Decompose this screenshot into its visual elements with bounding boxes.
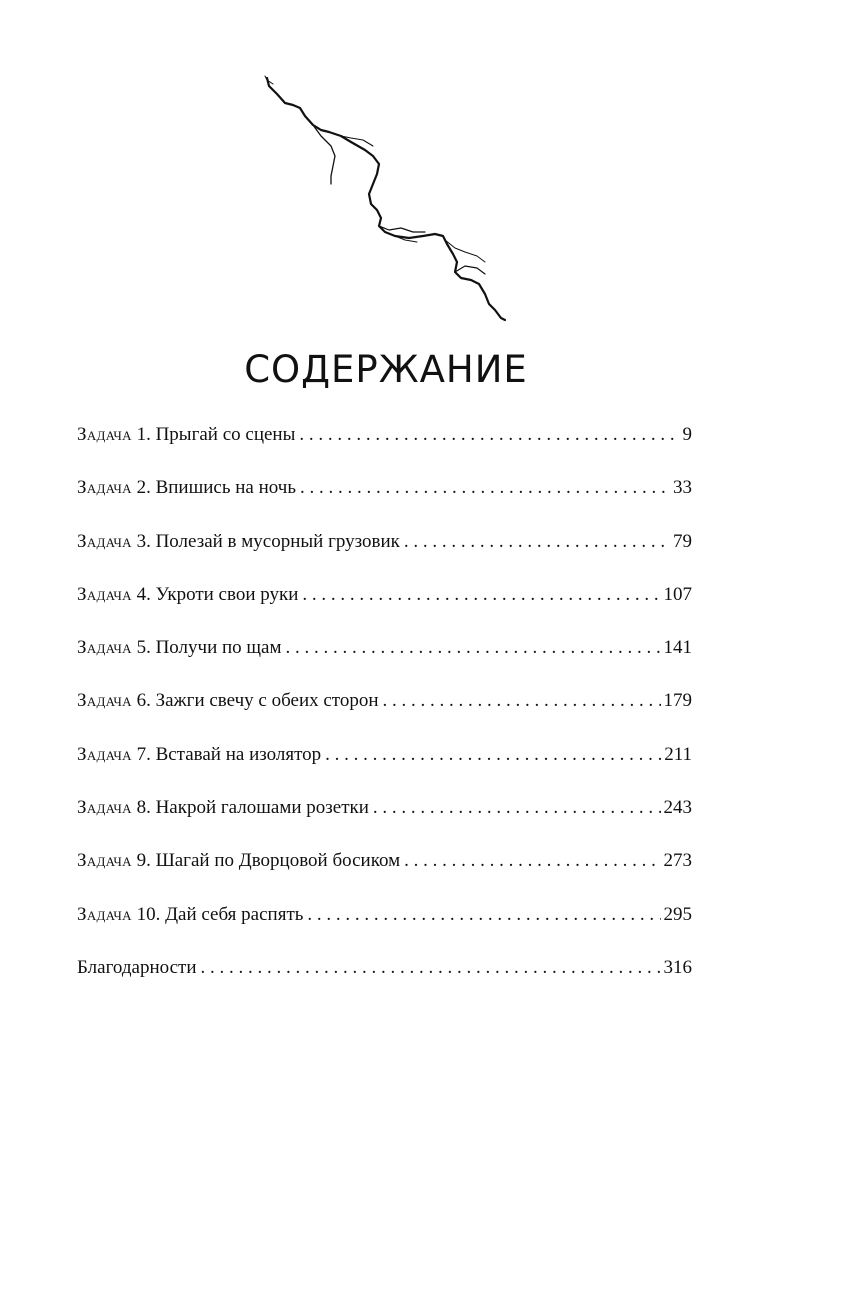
dot-leader <box>383 690 661 712</box>
toc-entry-label: Задача 4. Укроти свои руки <box>77 583 299 605</box>
toc-entry-label: Задача 9. Шагай по Дворцовой босиком <box>77 850 401 872</box>
dot-leader <box>307 904 660 926</box>
toc-page-number: 107 <box>663 583 692 605</box>
page-title: СОДЕРЖАНИЕ <box>244 348 528 391</box>
toc-entry-label: Задача 1. Прыгай со сцены <box>77 424 296 445</box>
toc-entry[interactable] <box>77 477 692 530</box>
toc-entry[interactable] <box>77 797 692 850</box>
toc-entry[interactable] <box>77 690 692 743</box>
table-of-contents <box>77 424 692 1010</box>
toc-page-number: 179 <box>663 690 692 712</box>
toc-page-number: 243 <box>663 797 692 819</box>
toc-entry-label: Задача 8. Накрой галошами розетки <box>77 797 369 819</box>
toc-entry[interactable] <box>77 531 692 584</box>
dot-leader <box>201 957 661 979</box>
dot-leader <box>373 797 661 819</box>
dot-leader <box>300 477 670 499</box>
crack-line-icon <box>255 70 515 330</box>
toc-entry-label: Задача 5. Получи по щам <box>77 637 282 659</box>
toc-page-number: 33 <box>673 477 692 499</box>
toc-page-number: 9 <box>682 424 692 445</box>
dot-leader <box>404 850 660 872</box>
dot-leader <box>299 424 679 446</box>
toc-entry[interactable] <box>77 957 692 1010</box>
toc-page-number: 79 <box>673 530 692 552</box>
dot-leader <box>325 744 661 766</box>
toc-entry[interactable] <box>77 744 692 797</box>
toc-entry[interactable] <box>77 850 692 903</box>
toc-entry-label: Задача 3. Полезай в мусорный грузовик <box>77 530 400 552</box>
toc-entry-label: Благодарности <box>77 956 197 978</box>
toc-page-number: 141 <box>663 637 692 659</box>
toc-entry-label: Задача 2. Впишись на ночь <box>77 477 296 499</box>
toc-page-number: 273 <box>663 850 692 872</box>
dot-leader <box>302 584 660 606</box>
toc-entry[interactable] <box>77 584 692 637</box>
dot-leader <box>404 531 670 553</box>
toc-page-number: 316 <box>663 956 692 978</box>
toc-entry[interactable] <box>77 637 692 690</box>
toc-entry-label: Задача 7. Вставай на изолятор <box>77 743 322 765</box>
toc-entry[interactable] <box>77 424 692 477</box>
toc-page-number: 295 <box>663 903 692 925</box>
toc-entry-label: Задача 6. Зажги свечу с обеих сторон <box>77 690 379 712</box>
toc-entry[interactable] <box>77 904 692 957</box>
toc-entry-label: Задача 10. Дай себя распять <box>77 903 304 925</box>
toc-page-number: 211 <box>664 743 692 765</box>
dot-leader <box>286 637 661 659</box>
